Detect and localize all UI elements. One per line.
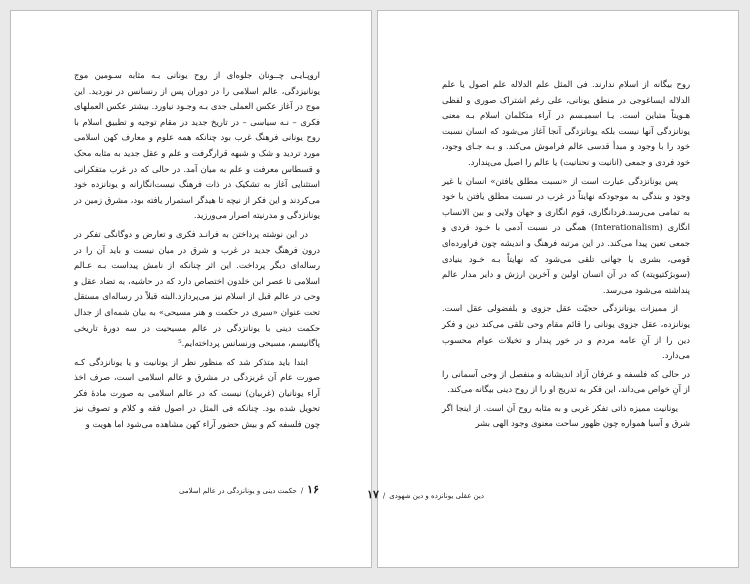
right-page-body — [442, 77, 690, 435]
footer-separator: / — [382, 492, 386, 500]
footer-separator: / — [300, 487, 304, 495]
paragraph: ابتدا باید متذکر شد که منظور نظر از یونانیت و یا یونانزدگی کـه صورت عام آن غربزدگی در مشرق و عالم اسلامی است، صرف اخذ آراء یونانیان (غربیان) نیست که در عالم اسلامی به صورت مادهٔ فکر تحویل شده بود. چنانکه فی المثل در اصول فقه و کلام و تصوف نیز چون فلسفه کم و بیش حضور آراء کهن مشاهده می‌شود اما هویت و — [74, 356, 320, 430]
left-page — [10, 10, 372, 568]
left-page-body — [74, 68, 320, 436]
paragraph: اروپـایـی چــونان جلوه‌ای از روح یونانی بـه مثابه سـومین موج یونانیزدگی، عالم اسلامی را در دوران پس از رنسانس در نوردید. این موج در آغاز عکس العملی جدی بـه وجـود نیاورد. بیشتر عکس العملهای فکری – نـه سیاسی – در تاریخ جدید در مقام توجیه و تطبیق اسلام با روح یونانی فرهنگ غرب بود چنانکه همه علوم و معارف کهن اسلامی مورد تردید و شک و شبهه قرارگرفت و علم و عقل جدید به مثابه محک و قسطاس معرفت و علم به میان آمد. در حالی که در غرب متفکرانی استثنایی آغاز به تشکیک در ذات فرهنگ نیست‌انگارانه و یونانزده خود می‌کردند و این فکر از نیچه تا هیدگر استمرار یافته بود، مشرق زمین در یونانزدگی و مدرنیته اصرار می‌ورزید. — [74, 70, 320, 221]
paragraph: از ممیزات یونانزدگی حجیّت عقل جزوی و بلفضولی عقل است. یونانزده، عقل جزوی یونانی را قائم مقام وحی تلقی می‌کند دین و فکر دین را از آنِ عامه مردم و در خور پندار و تخیلات عوام محسوب می‌دارد. — [442, 303, 690, 361]
page-number: ۱۶ — [307, 483, 319, 496]
right-page — [367, 10, 739, 568]
page-number: ۱۷ — [367, 488, 379, 501]
right-page-footer — [367, 488, 484, 501]
running-title: حکمت دینی و یونانزدگی در عالم اسلامی — [179, 487, 297, 495]
left-page-footer — [179, 483, 319, 496]
paragraph: یونانیت ممیزه ذاتی تفکر غربی و به مثابه روح آن است. از اینجا اگر شرق و آسیا همواره چون ظهور ساحت معنوی وجود الهی بشر — [442, 402, 690, 429]
paragraph: در این نوشته پرداختن به فرانـد فکری و تعارض و دوگانگی تفکر در درون فرهنگ جدید در غرب و شرق در میان نیست و باید آن را در رساله‌ای دیگر پرداخت. این اثر چنانکه از نامش پیداست بـه عـالم اسلامی تا عصر ابن خلدون اختصاص دارد که در حاشیه، به تضاد عقل و وحی در عالم قبل از اسلام نیز می‌پردازد.البته قبلاً در رساله‌ای مستقل تحت عنوان «سیری در حکمت و هنر مسیحی» به بیان شمه‌ای از جدال حکمت دینی با یونانزدگی در عالم مسیحیت در سه دورهٔ تاریخی پاگانیسم، مسیحی ورنسانس پرداخته‌ایم.⁵ — [74, 228, 320, 349]
running-title: دین عقلی یونانزده و دین شهودی — [389, 492, 484, 500]
paragraph: پس یونانزدگی عبارت است از «نسبت مطلق یافتن» انسان با غیر وجود و بندگی به موجودکه نهایتاً در غرب در نسبت مطلق یافتن با خود به تمامی می‌رسد.فردانگاری، قوم انگاری و جهان ولایی و بین الانساب انگاری (Interationalism) همگی در نسبت آدمی با خـود فردی و جمعی تعین پیدا می‌کند. در این مرتبه فرهنگ و اندیشه چون فراورده‌ای قومی، بشری یا جهانی تلقی می‌شود که نهایتاً بـه خـود بنیادی (سوبژکتیویته) که در آن انسان اولین و آخرین ارزش و دایر مدار عالم پنداشته می‌شود می‌رسد. — [442, 175, 690, 295]
paragraph: روح بیگانه از اسلام ندارند. فی المثل علم الدلاله علم اصول یا علم الدلاله ایساغوجی در منطق یونانی، علی رغم اشتراک صوری و لفظی هـویتاً متباین است. یـا اسمیـسم در آراء متکلمان اسلام بـه معنی یونانزدگی آنها نیست بلکه یونانزدگی آنجا آغاز می‌شود که انسان نسبت خود را با وجود و مبدأ قدسی عالم فراموش می‌کند. و بـه جـای وجود، خود فردی و جمعی (انانیت و نحنانیت) یا عالم را اصیل می‌پندارد. — [442, 79, 690, 167]
paragraph: در حالی که فلسفه و عرفان آزاد اندیشانه و منفصل از وحی آسمانی را از آنِ خواص می‌داند، این فکر به تدریج او را از روح دینی بیگانه می‌کند. — [442, 368, 690, 395]
